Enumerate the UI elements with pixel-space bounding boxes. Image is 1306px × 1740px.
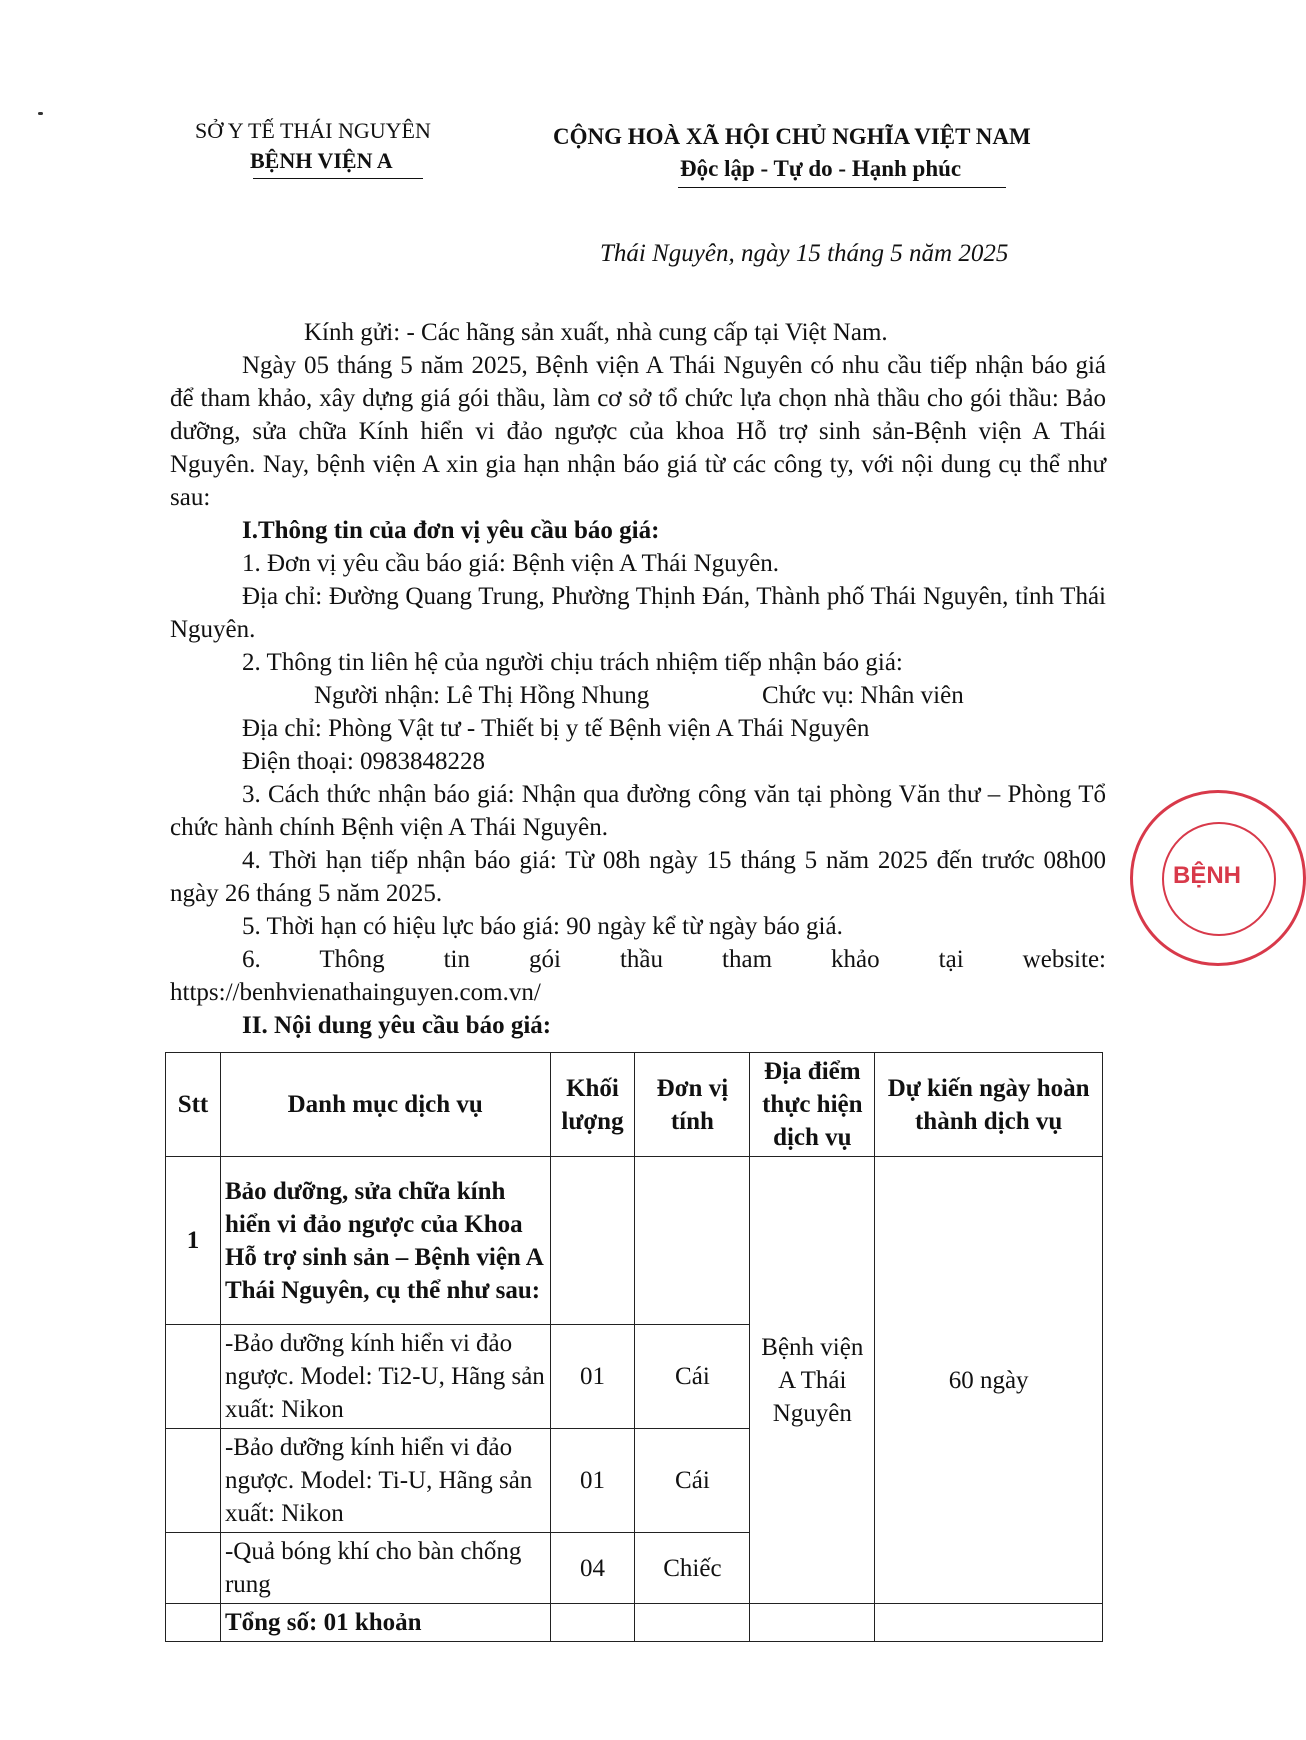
- intro-paragraph: Ngày 05 tháng 5 năm 2025, Bệnh viện A Thái Nguyên có nhu cầu tiếp nhận báo giá để tham khảo, xây dựng giá gói thầu, làm cơ sở tổ chức lựa chọn nhà thầu cho gói thầu: Bảo dưỡng, sửa chữa Kính hiển vi đảo ngược của khoa Hỗ trợ sinh sản-Bệnh viện A Thái Nguyên. Nay, bệnh viện A xin gia hạn nhận báo giá từ các công ty, với nội dung cụ thể như sau:: [170, 352, 1106, 511]
- row-quantity: 04: [550, 1533, 635, 1604]
- stamp-text: BỆNH: [1173, 862, 1242, 889]
- group-stt: 1: [166, 1157, 221, 1325]
- phone-line: Điện thoại: 0983848228: [242, 748, 486, 775]
- empty-cell: [166, 1604, 221, 1642]
- item-3: 3. Cách thức nhận báo giá: Nhận qua đường công văn tại phòng Văn thư – Phòng Tổ chức hành chính Bệnh viện A Thái Nguyên.: [170, 781, 1106, 841]
- table-row: [166, 1157, 1103, 1325]
- empty-cell: [875, 1604, 1103, 1642]
- item-2: 2. Thông tin liên hệ của người chịu trách nhiệm tiếp nhận báo giá:: [242, 649, 903, 676]
- empty-cell: [635, 1604, 750, 1642]
- item-4: 4. Thời hạn tiếp nhận báo giá: Từ 08h ngày 15 tháng 5 năm 2025 đến trước 08h00 ngày 26 tháng 5 năm 2025.: [170, 847, 1106, 907]
- item-5: 5. Thời hạn có hiệu lực báo giá: 90 ngày kể từ ngày báo giá.: [242, 913, 843, 940]
- header-unit: Đơn vị tính: [635, 1053, 750, 1157]
- org-hospital: BỆNH VIỆN A: [250, 148, 393, 173]
- recipient-line: Kính gửi: - Các hãng sản xuất, nhà cung cấp tại Việt Nam.: [304, 319, 888, 346]
- empty-cell: [166, 1533, 221, 1604]
- empty-cell: [550, 1604, 635, 1642]
- completion-cell: 60 ngày: [875, 1157, 1103, 1604]
- org-department: SỞ Y TẾ THÁI NGUYÊN: [195, 118, 431, 143]
- header-location: Địa điểm thực hiện dịch vụ: [750, 1053, 875, 1157]
- row-unit: Cái: [635, 1325, 750, 1429]
- table-header-row: [166, 1053, 1103, 1157]
- org-underline: [253, 178, 423, 179]
- receiver-line: [170, 679, 1106, 712]
- empty-cell: [635, 1157, 750, 1325]
- item-1: 1. Đơn vị yêu cầu báo giá: Bệnh viện A Thái Nguyên.: [242, 550, 779, 577]
- document-body: [170, 316, 1106, 1042]
- group-title: Bảo dưỡng, sửa chữa kính hiển vi đảo ngược của Khoa Hỗ trợ sinh sản – Bệnh viện A Thái Nguyên, cụ thể như sau:: [220, 1157, 550, 1325]
- section-1-title: I.Thông tin của đơn vị yêu cầu báo giá:: [242, 517, 660, 544]
- row-service: -Bảo dưỡng kính hiển vi đảo ngược. Model: Ti2-U, Hãng sản xuất: Nikon: [220, 1325, 550, 1429]
- row-service: -Quả bóng khí cho bàn chống rung: [220, 1533, 550, 1604]
- motto-underline: [678, 187, 1006, 188]
- row-quantity: 01: [550, 1429, 635, 1533]
- document-date: Thái Nguyên, ngày 15 tháng 5 năm 2025: [600, 240, 1009, 267]
- national-motto: Độc lập - Tự do - Hạnh phúc: [680, 156, 962, 181]
- section-2-title: II. Nội dung yêu cầu báo giá:: [242, 1012, 552, 1039]
- location-cell: Bệnh viện A Thái Nguyên: [750, 1157, 875, 1604]
- header-completion: Dự kiến ngày hoàn thành dịch vụ: [875, 1053, 1103, 1157]
- empty-cell: [550, 1157, 635, 1325]
- header-quantity: Khối lượng: [550, 1053, 635, 1157]
- header-stt: Stt: [166, 1053, 221, 1157]
- item-2-address: Địa chỉ: Phòng Vật tư - Thiết bị y tế Bệnh viện A Thái Nguyên: [242, 715, 870, 742]
- empty-cell: [166, 1325, 221, 1429]
- row-unit: Cái: [635, 1429, 750, 1533]
- empty-cell: [166, 1429, 221, 1533]
- total-label: Tổng số: 01 khoản: [220, 1604, 550, 1642]
- row-unit: Chiếc: [635, 1533, 750, 1604]
- item-6: 6. Thông tin gói thầu tham khảo tại website:: [242, 946, 1106, 973]
- national-title: CỘNG HOÀ XÃ HỘI CHỦ NGHĨA VIỆT NAM: [553, 124, 1031, 149]
- empty-cell: [750, 1604, 875, 1642]
- quote-table: [165, 1052, 1103, 1642]
- item-1-address: Địa chỉ: Đường Quang Trung, Phường Thịnh Đán, Thành phố Thái Nguyên, tỉnh Thái Nguyên.: [170, 583, 1106, 643]
- table-total-row: [166, 1604, 1103, 1642]
- row-service: -Bảo dưỡng kính hiển vi đảo ngược. Model: Ti-U, Hãng sản xuất: Nikon: [220, 1429, 550, 1533]
- row-quantity: 01: [550, 1325, 635, 1429]
- item-6-url[interactable]: https://benhvienathainguyen.com.vn/: [170, 979, 541, 1006]
- scan-speck: [38, 112, 43, 115]
- receiver-name: Người nhận: Lê Thị Hồng Nhung: [314, 682, 650, 709]
- header-service: Danh mục dịch vụ: [220, 1053, 550, 1157]
- receiver-position: Chức vụ: Nhân viên: [762, 682, 964, 709]
